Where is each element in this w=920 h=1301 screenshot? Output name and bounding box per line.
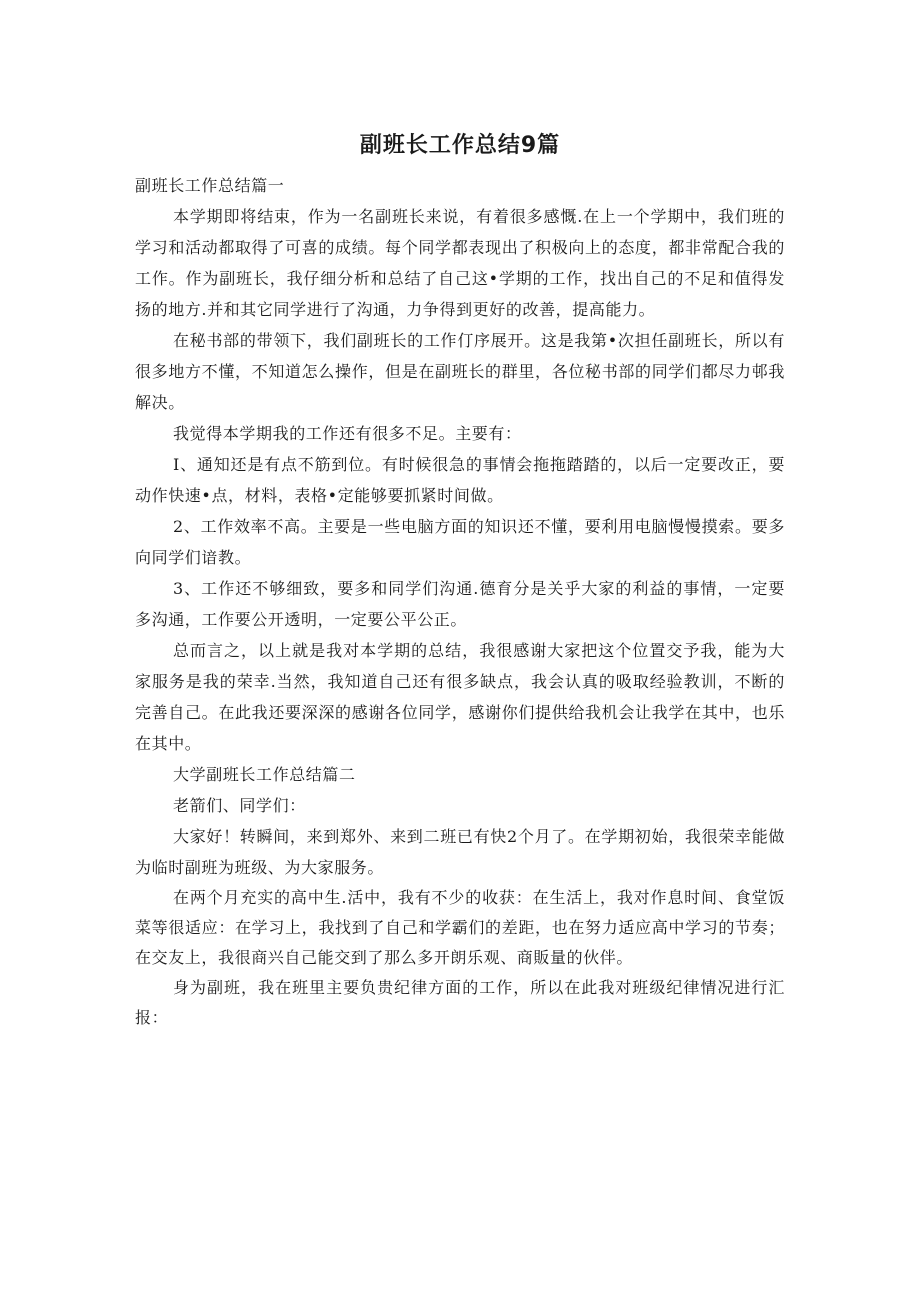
paragraph: 总而言之，以上就是我对本学期的总结，我很感谢大家把这个位置交予我，能为大家服务是我的荣幸.当然，我知道自己还有很多缺点，我会认真的吸取经验教训，不断的完善自己。在此我还要深深的感谢各位同学，感谢你们提供给我机会让我学在其中，也乐在其中。: [135, 641, 785, 753]
list-item: 3、工作还不够细致，要多和同学们沟通.德育分是关乎大家的利益的事情，一定要多沟通，工作要公开透明，一定要公平公正。: [135, 579, 785, 629]
paragraph: 本学期即将结束，作为一名副班长来说，有着很多感慨.在上一个学期中，我们班的学习和活动都取得了可喜的成绩。每个同学都表现出了积极向上的态度，都非常配合我的工作。作为副班长，我仔细分析和总结了自己这•学期的工作，找出自己的不足和值得发扬的地方.并和其它同学进行了沟通，力争得到更好的改善，提高能力。: [135, 207, 785, 319]
list-item: 2、工作效率不高。主要是一些电脑方面的知识还不懂，要利用电脑慢慢摸索。要多向同学们谙教。: [135, 517, 785, 567]
document-title: 副班长工作总结9篇: [359, 133, 561, 158]
section-heading: 大学副班长工作总结篇二: [173, 765, 356, 784]
paragraph: 大家好！转瞬间，来到郑外、来到二班已有快2个月了。在学期初始，我很荣幸能做为临时副班为班级、为大家服务。: [135, 827, 785, 877]
document-body: [135, 170, 785, 1033]
paragraph: 我觉得本学期我的工作还有很多不足。主要有：: [173, 424, 522, 443]
paragraph: 在秘书部的带领下，我们副班长的工作仃序展开。这是我第•次担任副班长，所以有很多地方不懂，不知道怎么操作，但是在副班长的群里，各位秘书部的同学们都尽力邨我解决。: [135, 331, 785, 412]
salutation: 老箭们、同学们：: [173, 796, 306, 815]
paragraph: 身为副班，我在班里主要负贵纪律方面的工作，所以在此我对班级纪律情况进行汇报：: [135, 978, 785, 1027]
paragraph: 在两个月充实的高中生.活中，我有不少的收获：在生活上，我对作息时间、食堂饭菜等很适应：在学习上，我找到了自己和学霸们的差距，也在努力适应高中学习的节奏；在交友上，我很商兴自己能交到了那么多开朗乐观、商販量的伙伴。: [135, 888, 785, 967]
list-item: I、通知还是有点不筋到位。有时候很急的事情会拖拖踏踏的，以后一定要改正，要动作快速•点，材料，表格•定能够要抓紧时间做。: [135, 455, 785, 505]
section-heading: 副班长工作总结篇一: [135, 176, 285, 195]
